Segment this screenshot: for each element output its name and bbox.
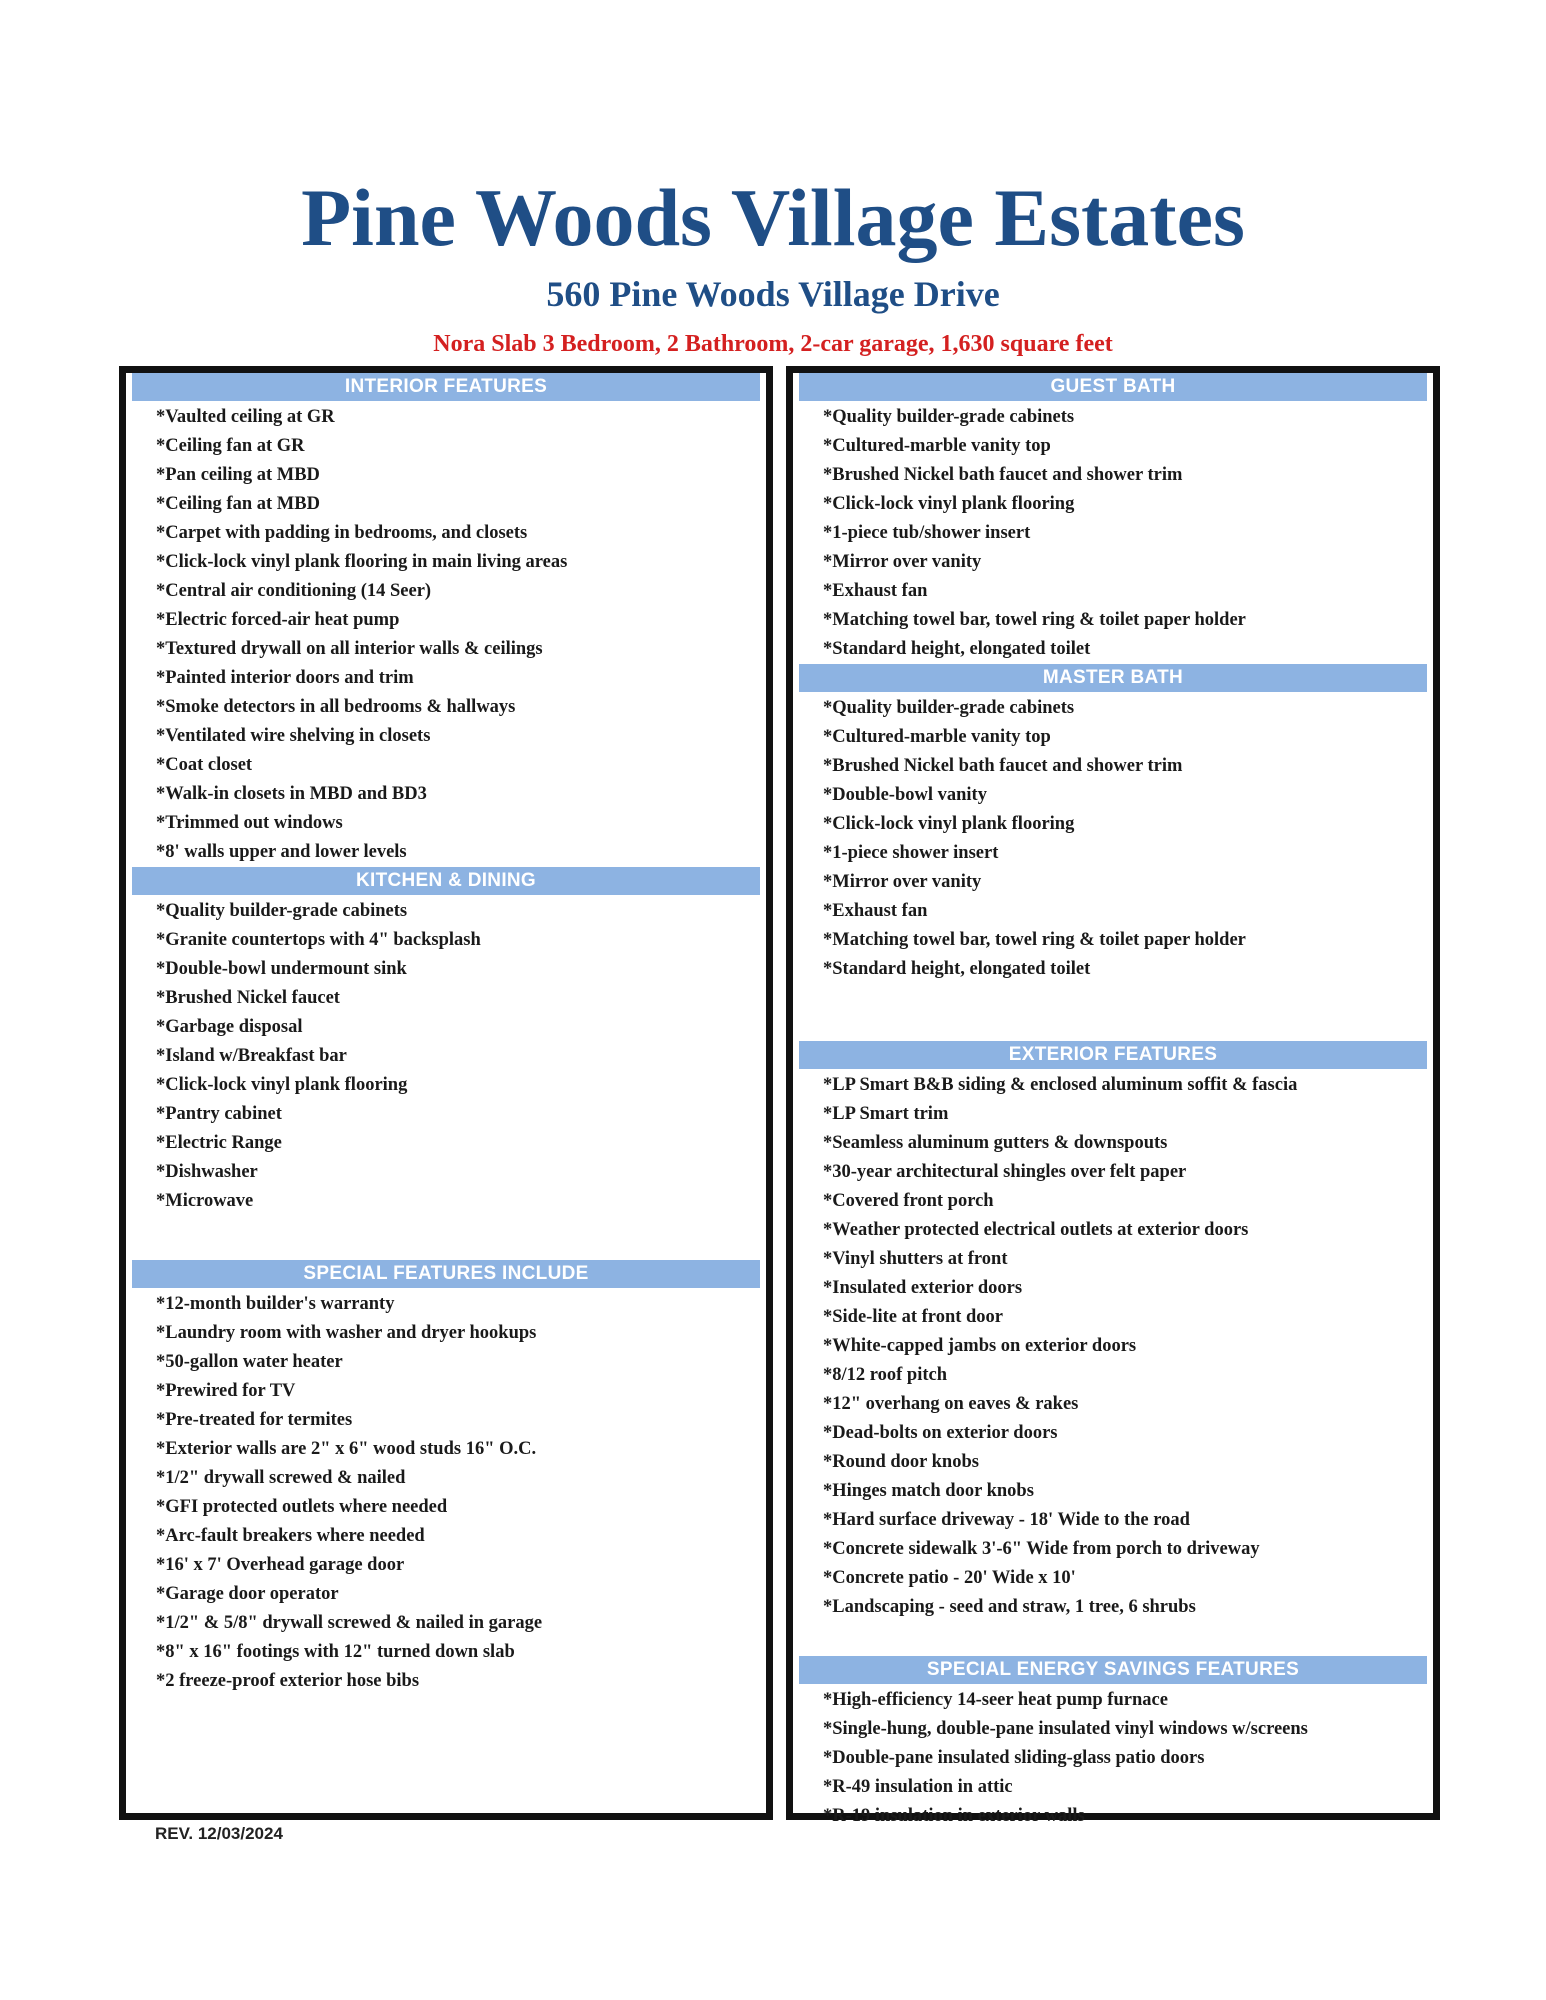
list-item: *Smoke detectors in all bedrooms & hallways [156, 697, 516, 717]
list-item: *Vinyl shutters at front [823, 1249, 1008, 1269]
section-header-energy: SPECIAL ENERGY SAVINGS FEATURES [799, 1656, 1427, 1684]
list-item: *1/2" & 5/8" drywall screwed & nailed in garage [156, 1613, 543, 1633]
section-header-guest-bath: GUEST BATH [799, 373, 1427, 401]
list-item: *Central air conditioning (14 Seer) [156, 581, 432, 601]
list-item: *Arc-fault breakers where needed [156, 1526, 425, 1546]
spacer [793, 984, 1433, 1041]
list-item: *Ceiling fan at MBD [156, 494, 320, 514]
list-item: *Mirror over vanity [823, 552, 982, 572]
list-item: *Quality builder-grade cabinets [823, 698, 1075, 718]
list-item: *Granite countertops with 4" backsplash [156, 930, 481, 950]
list-item: *Electric forced-air heat pump [156, 610, 400, 630]
spacer [793, 1622, 1433, 1656]
special-features-list [126, 1288, 766, 1696]
list-item: *Pantry cabinet [156, 1104, 282, 1124]
list-item: *Insulated exterior doors [823, 1278, 1023, 1298]
list-item: *2 freeze-proof exterior hose bibs [156, 1671, 420, 1691]
list-item: *Double-bowl vanity [823, 785, 987, 805]
list-item: *Standard height, elongated toilet [823, 959, 1091, 979]
list-item: *Quality builder-grade cabinets [823, 407, 1075, 427]
list-item: *Click-lock vinyl plank flooring in main living areas [156, 552, 568, 572]
list-item: *Double-bowl undermount sink [156, 959, 407, 979]
list-item: *Quality builder-grade cabinets [156, 901, 408, 921]
list-item: *Garbage disposal [156, 1017, 303, 1037]
energy-features-list [793, 1684, 1433, 1831]
page-title: Pine Woods Village Estates [301, 172, 1245, 263]
list-item: *Coat closet [156, 755, 253, 775]
list-item: *8/12 roof pitch [823, 1365, 948, 1385]
list-item: *Garage door operator [156, 1584, 339, 1604]
list-item: *Side-lite at front door [823, 1307, 1004, 1327]
list-item: *50-gallon water heater [156, 1352, 343, 1372]
list-item: *Carpet with padding in bedrooms, and closets [156, 523, 528, 543]
list-item: *Pre-treated for termites [156, 1410, 353, 1430]
list-item: *Hard surface driveway - 18' Wide to the road [823, 1510, 1190, 1530]
list-item: *Island w/Breakfast bar [156, 1046, 347, 1066]
list-item: *Cultured-marble vanity top [823, 436, 1051, 456]
list-item: *12-month builder's warranty [156, 1294, 395, 1314]
list-item: *Standard height, elongated toilet [823, 639, 1091, 659]
list-item: *High-efficiency 14-seer heat pump furnace [823, 1690, 1168, 1710]
list-item: *16' x 7' Overhead garage door [156, 1555, 405, 1575]
list-item: *8" x 16" footings with 12" turned down slab [156, 1642, 515, 1662]
section-header-interior: INTERIOR FEATURES [132, 373, 760, 401]
list-item: *Weather protected electrical outlets at exterior doors [823, 1220, 1249, 1240]
list-item: *Brushed Nickel faucet [156, 988, 340, 1008]
list-item: *Matching towel bar, towel ring & toilet paper holder [823, 610, 1246, 630]
left-column-box [119, 366, 773, 1820]
spacer [126, 1216, 766, 1260]
list-item: *LP Smart trim [823, 1104, 949, 1124]
list-item: *Walk-in closets in MBD and BD3 [156, 784, 427, 804]
list-item: *1/2" drywall screwed & nailed [156, 1468, 406, 1488]
section-header-special: SPECIAL FEATURES INCLUDE [132, 1260, 760, 1288]
list-item: *Dishwasher [156, 1162, 258, 1182]
list-item: *Exhaust fan [823, 581, 928, 601]
model-description: Nora Slab 3 Bedroom, 2 Bathroom, 2-car garage, 1,630 square feet [433, 331, 1113, 357]
list-item: *Vaulted ceiling at GR [156, 407, 335, 427]
list-item: *R-19 insulation in exterior walls [823, 1806, 1085, 1826]
interior-features-list [126, 401, 766, 867]
list-item: *Textured drywall on all interior walls & ceilings [156, 639, 543, 659]
list-item: *Brushed Nickel bath faucet and shower trim [823, 756, 1183, 776]
list-item: *Laundry room with washer and dryer hookups [156, 1323, 537, 1343]
list-item: *Concrete sidewalk 3'-6" Wide from porch to driveway [823, 1539, 1260, 1559]
master-bath-list [793, 692, 1433, 984]
list-item: *Cultured-marble vanity top [823, 727, 1051, 747]
exterior-features-list [793, 1069, 1433, 1622]
list-item: *1-piece shower insert [823, 843, 999, 863]
list-item: *Covered front porch [823, 1191, 994, 1211]
list-item: *Landscaping - seed and straw, 1 tree, 6 shrubs [823, 1597, 1196, 1617]
list-item: *R-49 insulation in attic [823, 1777, 1013, 1797]
list-item: *12" overhang on eaves & rakes [823, 1394, 1079, 1414]
list-item: *Round door knobs [823, 1452, 979, 1472]
list-item: *Click-lock vinyl plank flooring [823, 494, 1075, 514]
list-item: *Electric Range [156, 1133, 282, 1153]
list-item: *Exterior walls are 2" x 6" wood studs 16" O.C. [156, 1439, 537, 1459]
list-item: *Painted interior doors and trim [156, 668, 414, 688]
guest-bath-list [793, 401, 1433, 664]
list-item: *1-piece tub/shower insert [823, 523, 1031, 543]
list-item: *30-year architectural shingles over felt paper [823, 1162, 1187, 1182]
list-item: *Ventilated wire shelving in closets [156, 726, 431, 746]
list-item: *8' walls upper and lower levels [156, 842, 407, 862]
list-item: *Seamless aluminum gutters & downspouts [823, 1133, 1168, 1153]
section-header-master-bath: MASTER BATH [799, 664, 1427, 692]
list-item: *White-capped jambs on exterior doors [823, 1336, 1137, 1356]
list-item: *Dead-bolts on exterior doors [823, 1423, 1058, 1443]
list-item: *Trimmed out windows [156, 813, 343, 833]
revision-date: REV. 12/03/2024 [155, 1824, 283, 1843]
list-item: *Matching towel bar, towel ring & toilet paper holder [823, 930, 1246, 950]
list-item: *Mirror over vanity [823, 872, 982, 892]
list-item: *Brushed Nickel bath faucet and shower trim [823, 465, 1183, 485]
list-item: *Concrete patio - 20' Wide x 10' [823, 1568, 1076, 1588]
list-item: *Single-hung, double-pane insulated vinyl windows w/screens [823, 1719, 1308, 1739]
section-header-exterior: EXTERIOR FEATURES [799, 1041, 1427, 1069]
list-item: *LP Smart B&B siding & enclosed aluminum soffit & fascia [823, 1075, 1298, 1095]
address-subtitle: 560 Pine Woods Village Drive [546, 274, 1000, 314]
list-item: *Click-lock vinyl plank flooring [156, 1075, 408, 1095]
list-item: *GFI protected outlets where needed [156, 1497, 448, 1517]
list-item: *Prewired for TV [156, 1381, 296, 1401]
kitchen-features-list [126, 895, 766, 1216]
list-item: *Pan ceiling at MBD [156, 465, 320, 485]
section-header-kitchen: KITCHEN & DINING [132, 867, 760, 895]
right-column-box [786, 366, 1440, 1826]
list-item: *Ceiling fan at GR [156, 436, 305, 456]
list-item: *Microwave [156, 1191, 254, 1211]
list-item: *Click-lock vinyl plank flooring [823, 814, 1075, 834]
list-item: *Exhaust fan [823, 901, 928, 921]
list-item: *Hinges match door knobs [823, 1481, 1034, 1501]
list-item: *Double-pane insulated sliding-glass patio doors [823, 1748, 1205, 1768]
